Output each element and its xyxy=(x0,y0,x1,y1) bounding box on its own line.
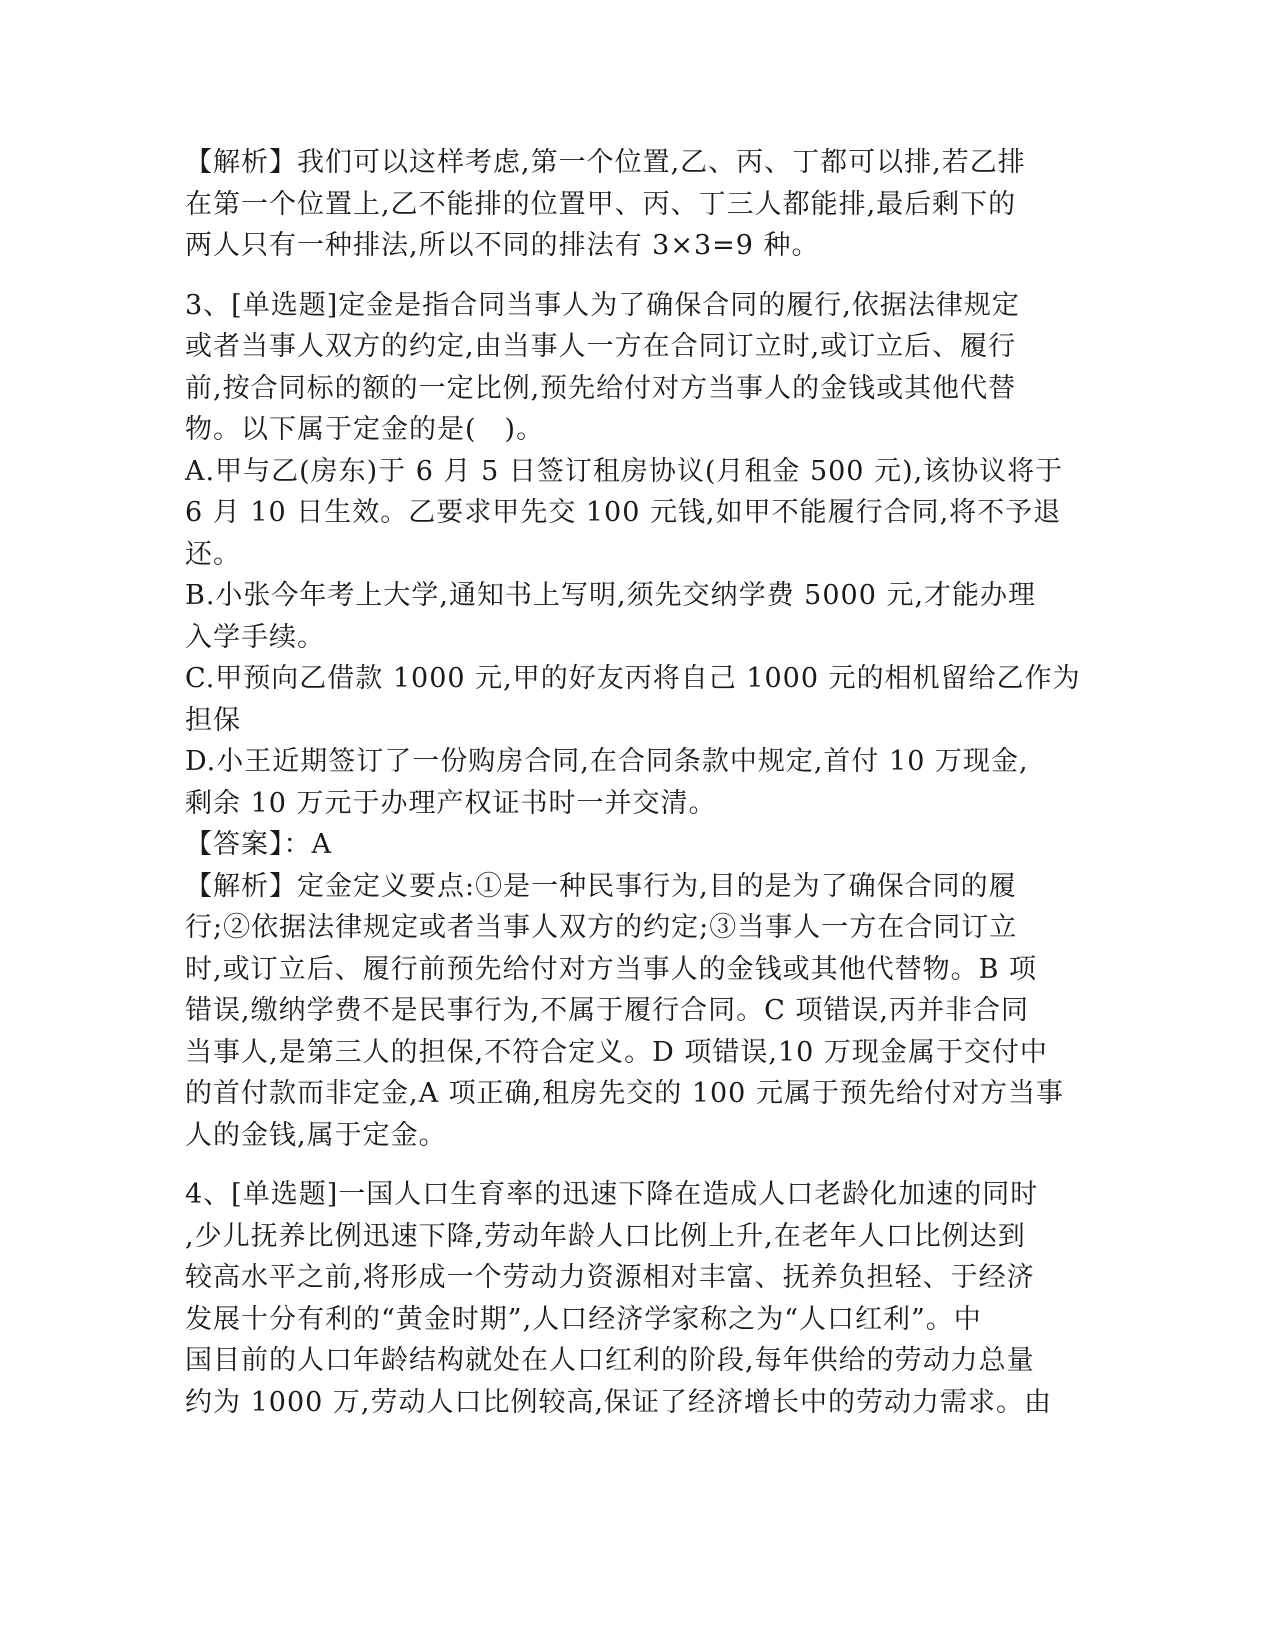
text-line: 的首付款而非定金,A 项正确,租房先交的 100 元属于预先给付对方当事 xyxy=(185,1078,1064,1109)
text-line: A.甲与乙(房东)于 6 月 5 日签订租房协议(月租金 500 元),该协议将于 xyxy=(185,455,1064,487)
text-line: 或者当事人双方的约定,由当事人一方在合同订立时,或订立后、履行 xyxy=(185,331,1017,362)
text-line: 6 月 10 日生效。乙要求甲先交 100 元钱,如甲不能履行合同,将不予退 xyxy=(185,497,1062,528)
option-d xyxy=(185,741,1070,824)
text-line: 前,按合同标的额的一定比例,预先给付对方当事人的金钱或其他代替 xyxy=(185,372,1017,404)
analysis-block-q3 xyxy=(185,866,1070,1157)
text-line: 4、[单选题]一国人口生育率的迅速下降在造成人口老龄化加速的同时 xyxy=(185,1179,1039,1210)
option-c xyxy=(185,658,1081,741)
text-line: B.小张今年考上大学,通知书上写明,须先交纳学费 5000 元,才能办理 xyxy=(185,580,1037,611)
option-b xyxy=(185,575,1070,658)
paragraph-gap xyxy=(185,267,1070,285)
text-line: 物。以下属于定金的是( )。 xyxy=(185,414,545,445)
text-line: 还。 xyxy=(185,538,241,570)
text-line: ,少儿抚养比例迅速下降,劳动年龄人口比例上升,在老年人口比例达到 xyxy=(185,1220,1026,1252)
text-line: 人的金钱,属于定金。 xyxy=(185,1119,447,1151)
answer-line: 【答案】：A xyxy=(185,829,332,860)
text-line: 行;②依据法律规定或者当事人双方的约定;③当事人一方在合同订立 xyxy=(185,912,1018,943)
analysis-block-q2 xyxy=(185,142,1070,267)
text-line: 国目前的人口年龄结构就处在人口红利的阶段,每年供给的劳动力总量 xyxy=(185,1345,1035,1376)
paragraph-gap xyxy=(185,1156,1070,1174)
text-line: 3、[单选题]定金是指合同当事人为了确保合同的履行,依据法律规定 xyxy=(185,289,1020,321)
text-line: 在第一个位置上,乙不能排的位置甲、丙、丁三人都能排,最后剩下的 xyxy=(185,188,1017,220)
question-3 xyxy=(185,285,1081,1157)
text-line: 时,或订立后、履行前预先给付对方当事人的金钱或其他代替物。B 项 xyxy=(185,953,1038,985)
text-line: 入学手续。 xyxy=(185,621,325,653)
text-line: 【解析】定金定义要点:①是一种民事行为,目的是为了确保合同的履 xyxy=(185,870,1017,902)
text-line: 【解析】我们可以这样考虑,第一个位置,乙、丙、丁都可以排,若乙排 xyxy=(185,147,1026,178)
text-line: 发展十分有利的“黄金时期”,人口经济学家称之为“人口红利”。中 xyxy=(185,1303,982,1335)
text-line: 约为 1000 万,劳动人口比例较高,保证了经济增长中的劳动力需求。由 xyxy=(185,1386,1053,1418)
text-line: 较高水平之前,将形成一个劳动力资源相对丰富、抚养负担轻、于经济 xyxy=(185,1262,1035,1293)
text-line: C.甲预向乙借款 1000 元,甲的好友丙将自己 1000 元的相机留给乙作为 xyxy=(185,663,1081,694)
option-a xyxy=(185,451,1070,576)
text-line: 当事人,是第三人的担保,不符合定义。D 项错误,10 万现金属于交付中 xyxy=(185,1036,1048,1068)
text-line: 担保 xyxy=(185,704,241,736)
question-4-stem xyxy=(185,1174,1070,1423)
question-4 xyxy=(185,1174,1070,1423)
document-page xyxy=(185,142,1081,1423)
text-line: D.小王近期签订了一份购房合同,在合同条款中规定,首付 10 万现金, xyxy=(185,746,1029,777)
question-3-stem xyxy=(185,285,1070,451)
text-line: 剩余 10 万元于办理产权证书时一并交清。 xyxy=(185,787,717,819)
text-line: 两人只有一种排法,所以不同的排法有 3×3=9 种。 xyxy=(185,230,820,261)
text-line: 错误,缴纳学费不是民事行为,不属于履行合同。C 项错误,丙并非合同 xyxy=(185,995,1029,1026)
